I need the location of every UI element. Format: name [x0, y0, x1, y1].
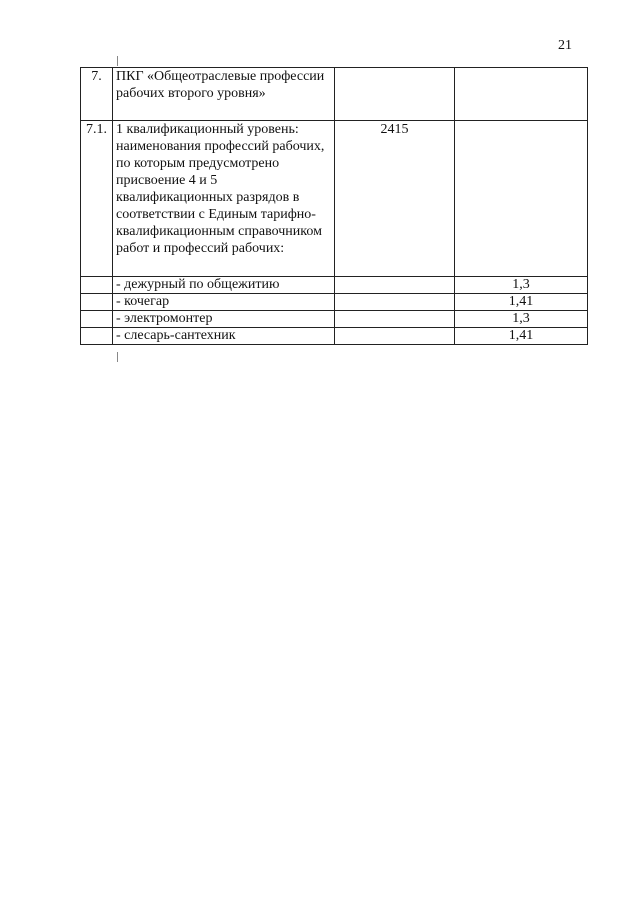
margin-tick-top	[117, 56, 118, 66]
classification-table	[80, 67, 588, 345]
level-coef	[455, 121, 588, 277]
row-number-empty	[81, 277, 113, 294]
profession-coef: 1,3	[455, 277, 588, 294]
level-salary: 2415	[335, 121, 455, 277]
profession-name: - слесарь-сантехник	[113, 328, 335, 345]
table-row	[81, 311, 588, 328]
profession-coef: 1,3	[455, 311, 588, 328]
profession-code-empty	[335, 328, 455, 345]
level-description: 1 квалификационный уровень: наименования профессий рабочих, по которым предусмотрено присвоение 4 и 5 квалификационных разрядов в соответствии с Единым тарифно-квалификационным справочником работ и профессий рабочих:	[113, 121, 335, 277]
profession-coef: 1,41	[455, 294, 588, 311]
table-row	[81, 294, 588, 311]
row-number-empty	[81, 328, 113, 345]
group-coef	[455, 68, 588, 121]
table-row	[81, 328, 588, 345]
row-number-empty	[81, 294, 113, 311]
page-number: 21	[558, 38, 572, 53]
row-number-empty	[81, 311, 113, 328]
profession-code-empty	[335, 311, 455, 328]
table-row-level-7-1	[81, 121, 588, 277]
profession-coef: 1,41	[455, 328, 588, 345]
row-number: 7.1.	[81, 121, 113, 277]
profession-code-empty	[335, 277, 455, 294]
profession-code-empty	[335, 294, 455, 311]
group-code	[335, 68, 455, 121]
table-row-group-7	[81, 68, 588, 121]
table-row	[81, 277, 588, 294]
row-number: 7.	[81, 68, 113, 121]
profession-name: - дежурный по общежитию	[113, 277, 335, 294]
profession-name: - электромонтер	[113, 311, 335, 328]
profession-name: - кочегар	[113, 294, 335, 311]
margin-tick-bottom	[117, 352, 118, 362]
group-name: ПКГ «Общеотраслевые профессии рабочих второго уровня»	[113, 68, 335, 121]
